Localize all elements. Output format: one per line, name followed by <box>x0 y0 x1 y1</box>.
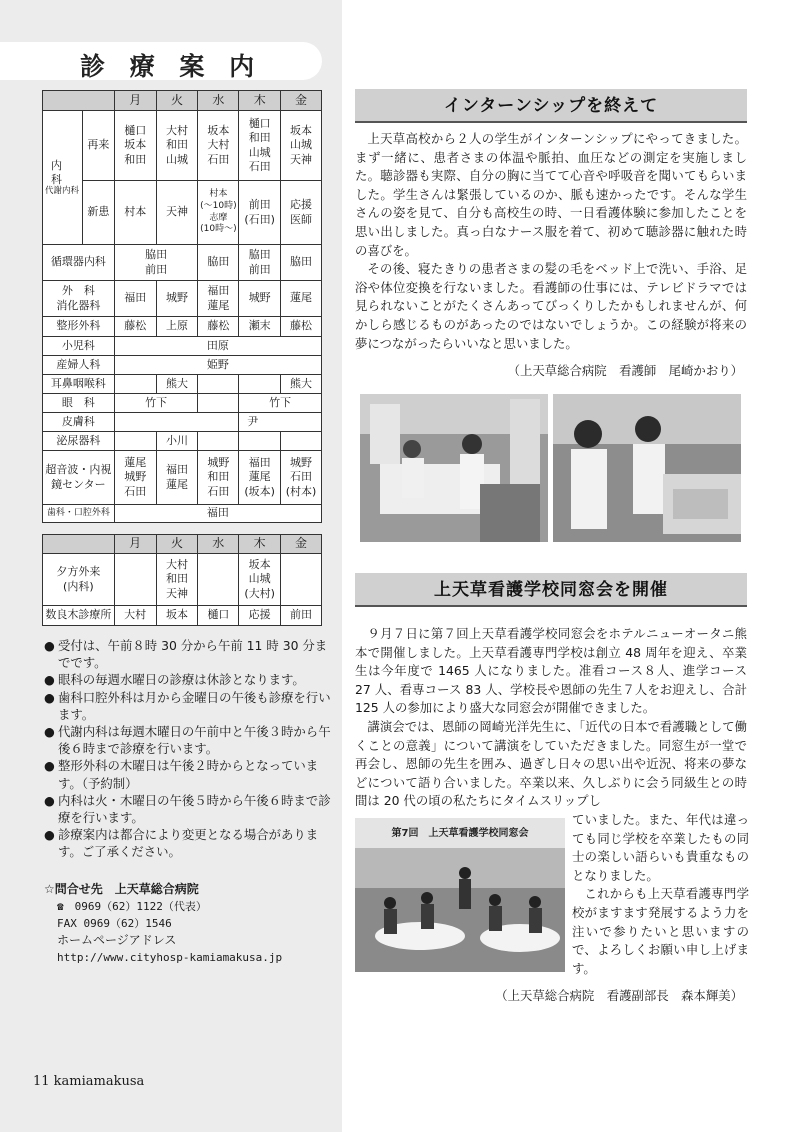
bullet-icon: ● <box>44 792 55 808</box>
dept-shounika: 小児科 <box>43 337 115 356</box>
bullet-icon: ● <box>44 827 55 843</box>
list-item: ● 受付は、午前８時 30 分から午前 11 時 30 分までです。 <box>44 638 328 671</box>
naika-shinkan-label: 新患 <box>82 181 114 245</box>
cell: 蓮尾 <box>281 281 322 317</box>
cell: 前田 (石田) <box>239 181 281 245</box>
cell: 福田 <box>114 281 156 317</box>
cell: 藤松 <box>114 317 156 337</box>
reunion-title: 上天草看護学校同窓会を開催 <box>434 580 668 600</box>
day-mon: 月 <box>114 91 156 111</box>
dept-naika-sub: 代謝内科 <box>45 185 80 196</box>
list-item: ● 整形外科の木曜日は午後２時からとなっています。（予約制） <box>44 758 319 791</box>
schedule-table <box>42 90 322 523</box>
contact-block <box>44 881 334 966</box>
contact-phone: ☎ 0969（62）1122（代表） <box>57 900 207 913</box>
reunion-paragraph: 講演会では、恩師の岡崎光洋先生に、「近代の日本で看護職として働くことの意義」について講演をしていただきました。同窓生が一堂で再会し、恩師の先生を囲み、過ぎし日々の思い出や近況、将来の夢などについて語り合いました。卒業以来、久しぶりに会う同級生との時間は 20 代の頃の私たちにタイムスリップし <box>355 718 747 809</box>
dept-suryogi: 数良木診療所 <box>43 606 115 626</box>
internship-photo-left <box>360 394 548 542</box>
day-tue: 火 <box>156 91 198 111</box>
internship-title-bar <box>355 89 747 123</box>
cell: 竹下 <box>114 394 198 413</box>
reunion-title-bar <box>355 573 747 607</box>
cell: 村本 <box>114 181 156 245</box>
bullet-icon: ● <box>44 758 55 774</box>
cell: 小川 <box>156 432 198 451</box>
day-mon: 月 <box>114 535 156 554</box>
contact-homepage-label: ホームページアドレス <box>57 933 177 947</box>
cell: 福田 蓮尾 (坂本) <box>239 451 281 505</box>
list-item: ● 代謝内科は毎週木曜日の午前中と午後３時から午後６時まで診療を行います。 <box>44 724 331 757</box>
cell: 樋口 坂本 和田 <box>114 111 156 181</box>
cell: 脇田 <box>198 245 239 281</box>
dept-choonpa: 超音波・内視 鏡センター <box>43 451 115 505</box>
bullet-icon: ● <box>44 689 55 705</box>
cell: 樋口 <box>198 606 239 626</box>
reunion-paragraph: ９月７日に第７回上天草看護学校同窓会をホテルニューオータニ熊本で開催しました。上天草看護専門学校は創立 48 周年を迎え、卒業生は今年度で 1465 人になりました。准看コース８人、進学コース 27 人、看専コース 83 人、学校長や恩師の先生７人をお迎えし、合計 125 人の参加により盛大な同窓会が開催できました。 <box>355 626 747 716</box>
bullet-icon: ● <box>44 672 55 688</box>
cell: 脇田 前田 <box>114 245 198 281</box>
reunion-article <box>355 625 747 811</box>
dept-hifuka: 皮膚科 <box>43 413 115 432</box>
cell: 脇田 前田 <box>239 245 281 281</box>
cell: 熊大 <box>281 375 322 394</box>
cell: 応援 医師 <box>281 181 322 245</box>
day-fri: 金 <box>281 535 322 554</box>
cell: 蓮尾 城野 石田 <box>114 451 156 505</box>
list-item: ● 眼科の毎週水曜日の診療は休診となります。 <box>44 672 305 688</box>
cell: 瀬末 <box>239 317 281 337</box>
day-thu: 木 <box>239 535 281 554</box>
evening-table <box>42 534 322 626</box>
cell: 応援 <box>239 606 281 626</box>
naika-saiki-label: 再来 <box>82 111 114 181</box>
cell: 城野 <box>156 281 198 317</box>
cell: 城野 和田 石田 <box>198 451 239 505</box>
cell: 尹 <box>239 413 322 432</box>
list-item: ● 診療案内は都合により変更となる場合があります。ご了承ください。 <box>44 827 319 860</box>
cell: 上原 <box>156 317 198 337</box>
dept-ganka: 眼 科 <box>43 394 115 413</box>
cell: 福田 <box>114 505 321 523</box>
dept-hinyouki: 泌尿器科 <box>43 432 115 451</box>
dept-junkanki: 循環器内科 <box>43 245 115 281</box>
day-fri: 金 <box>281 91 322 111</box>
reunion-wrap-text <box>572 811 749 978</box>
dept-shika: 歯科・口腔外科 <box>43 505 115 523</box>
cell: 坂本 <box>156 606 198 626</box>
internship-article <box>355 130 747 353</box>
cell: 福田 蓮尾 <box>156 451 198 505</box>
reunion-paragraph: ていました。また、年代は違っても同じ学校を卒業したもの同士の楽しい語らいも貴重なものとなりました。 <box>572 812 749 883</box>
dept-evening: 夕方外来 (内科) <box>43 554 115 606</box>
cell: 大村 <box>114 606 156 626</box>
list-item: ● 歯科口腔外科は月から金曜日の午後も診療を行います。 <box>44 689 331 722</box>
cell: 田原 <box>114 337 321 356</box>
internship-paragraph: その後、寝たきりの患者さまの髪の毛をベッド上で洗い、手浴、足浴や体位変換を行ないました。看護師の仕事には、テレビドラマでは見られないことがたくさんあってびっくりしたかもしれませんが、何かしら感じるものがあったのではないでしょうか。この経験が将来の夢につながったらいいなと思いました。 <box>355 261 747 351</box>
cell: 坂本 山城 (大村) <box>239 554 281 606</box>
cell: 城野 <box>239 281 281 317</box>
dept-sanfujinka: 産婦人科 <box>43 356 115 375</box>
cell: 福田 蓮尾 <box>198 281 239 317</box>
bullet-icon: ● <box>44 638 55 653</box>
cell: 樋口 和田 山城 石田 <box>239 111 281 181</box>
cell: 坂本 大村 石田 <box>198 111 239 181</box>
dept-naika-label: 内 科 <box>51 158 73 186</box>
internship-photo-right <box>553 394 741 542</box>
cell: 熊大 <box>156 375 198 394</box>
day-wed: 水 <box>198 535 239 554</box>
page-footer: 11 kamiamakusa <box>33 1074 145 1089</box>
reunion-photo-banner: 第7回 上天草看護学校同窓会 <box>391 828 529 839</box>
cell: 大村 和田 山城 <box>156 111 198 181</box>
bullet-icon: ● <box>44 724 55 740</box>
dept-geka: 外 科 消化器科 <box>43 281 115 317</box>
internship-title: インターンシップを終えて <box>443 96 659 116</box>
schedule-heading <box>0 42 322 80</box>
cell: 藤松 <box>281 317 322 337</box>
dept-jibika: 耳鼻咽喉科 <box>43 375 115 394</box>
cell: 姫野 <box>114 356 321 375</box>
cell: 竹下 <box>239 394 322 413</box>
day-wed: 水 <box>198 91 239 111</box>
schedule-heading-text: 診 療 案 内 <box>80 52 263 81</box>
day-tue: 火 <box>156 535 198 554</box>
dept-naika <box>43 111 83 245</box>
internship-paragraph: 上天草高校から２人の学生がインターンシップにやってきました。まず一緒に、患者さまの体温や脈拍、血圧などの測定を実施しました。聴診器も実際、自分の胸に当てて心音や呼吸音を聞いてもらいました。学生さんは緊張しているのか、脈も速かったです。そんな学生さんの姿を見て、自分も高校生の時、一日看護体験に参加したことを思い出しました。真っ白なナース服を着て、初めて聴診器に触れた時の喜びを。 <box>355 131 747 258</box>
reunion-photo <box>355 818 565 972</box>
dept-seikei: 整形外科 <box>43 317 115 337</box>
cell: 村本 (～10時) 志摩 (10時～) <box>198 181 239 245</box>
cell: 藤松 <box>198 317 239 337</box>
cell: 天神 <box>156 181 198 245</box>
notes-list <box>44 637 334 861</box>
list-item: ● 内科は火・木曜日の午後５時から午後６時まで診療を行います。 <box>44 792 331 826</box>
day-thu: 木 <box>239 91 281 111</box>
contact-title: ☆問合せ先 上天草総合病院 <box>44 882 199 896</box>
internship-byline: （上天草総合病院 看護師 尾崎かおり） <box>507 363 743 378</box>
reunion-paragraph: これからも上天草看護専門学校がますます発展するよう力を注いで参りたいと思いますので、よろしくお願い申し上げます。 <box>572 886 749 976</box>
cell: 大村 和田 天神 <box>156 554 198 606</box>
reunion-byline: （上天草総合病院 看護副部長 森本輝美） <box>495 988 743 1003</box>
cell: 城野 石田 (村本) <box>281 451 322 505</box>
contact-url[interactable]: http://www.cityhosp-kamiamakusa.jp <box>57 951 283 964</box>
cell: 脇田 <box>281 245 322 281</box>
contact-fax: FAX 0969（62）1546 <box>57 917 172 930</box>
cell: 坂本 山城 天神 <box>281 111 322 181</box>
cell: 前田 <box>281 606 322 626</box>
